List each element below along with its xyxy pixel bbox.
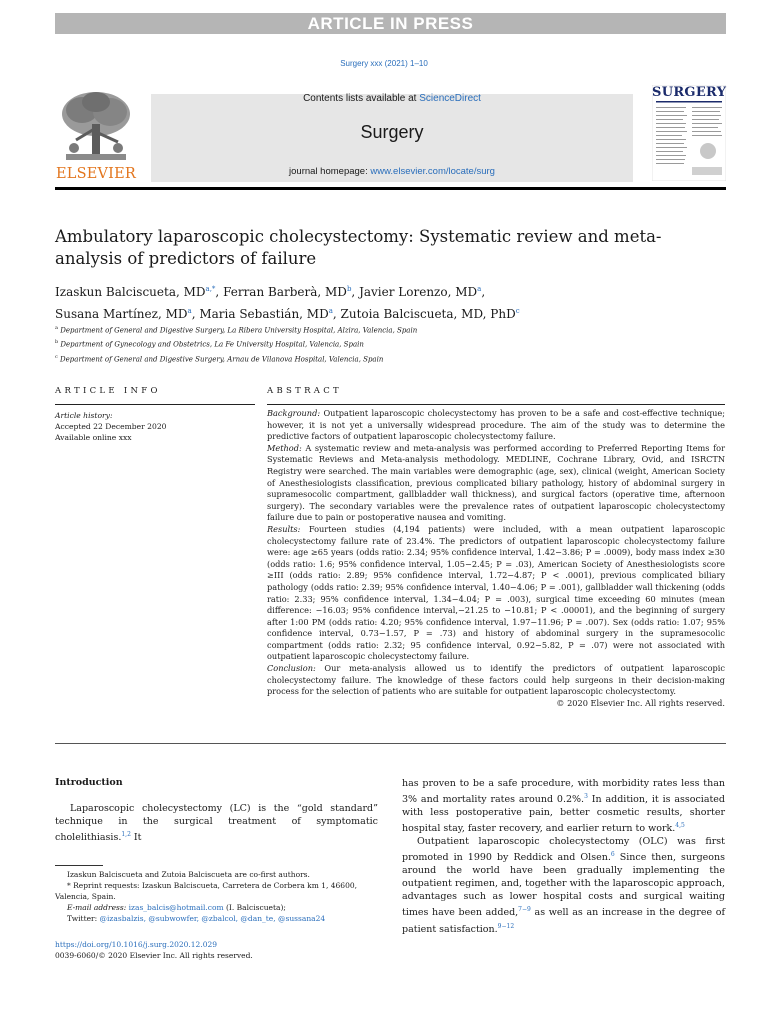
article-info-rule bbox=[55, 404, 255, 405]
abstract-copyright: © 2020 Elsevier Inc. All rights reserved. bbox=[556, 697, 725, 708]
twitter-handles[interactable]: @izasbalzis, @subwowfer, @zbalcol, @dan_te, @sussana24 bbox=[99, 914, 326, 923]
abstract-heading: ABSTRACT bbox=[267, 386, 342, 396]
conclusion-label: Conclusion: bbox=[267, 663, 316, 674]
results-text: Fourteen studies (4,194 patients) were included, with a mean outpatient laparoscopic cholecystectomy failure rate of 23.4%. The predictors of outpatient laparoscopic cholecystectomy failure were: age ≥65 years (odds ratio: 2.34; 95% confidence interval, 1.42−3.86; P = .0009), body mass index ≥30 (odds ratio: 1.6; 95% confidence interval, 1.05−2.45; P = .03), American Society of Anesthesiologists score ≥III (odds ratio: 2.89; 95% confidence interval, 1.72−4.87; P < .0001), previous complicated biliary pathology (odds ratio: 2.39; 95% confidence interval, 1.40−4.06; P = .001), gallbladder wall thickening (odds ratio: 2.33; 95% confidence interval, 1.34−4.04; P = .003), surgical time exceeding 60 minutes (mean difference: −16.03; 95% confidence interval,−21.25 to −10.81; P < .00001), and the beginning of surgery after 1:00 PM (odds ratio: 4.20; 95% confidence interval, 1.97−11.96; P = .007). Sex (odds ratio: 1.07; 95% confidence interval, 0.73−1.57, P = .73) and history of abdominal surgery in the supramesocolic compartment (odds ratio: 2.32; 95 confidence interval, 0.92−5.82, P = .07) were not associated with outpatient laparoscopic cholecystectomy failure. bbox=[267, 523, 725, 662]
affiliation-list bbox=[55, 322, 725, 365]
abstract-conclusion bbox=[267, 663, 725, 698]
affiliation bbox=[55, 336, 725, 350]
publisher-name: ELSEVIER bbox=[55, 166, 137, 182]
journal-citation-link[interactable]: Surgery xxx (2021) 1–10 bbox=[340, 59, 428, 68]
affiliation-key: a bbox=[55, 325, 58, 331]
article-info-heading: ARTICLE INFO bbox=[55, 386, 161, 396]
email-link[interactable]: izas_balcis@hotmail.com bbox=[128, 903, 224, 912]
author-separator: , bbox=[191, 307, 200, 321]
journal-homepage-link[interactable]: www.elsevier.com/locate/surg bbox=[370, 166, 495, 177]
author-separator: , bbox=[351, 285, 360, 299]
results-label: Results: bbox=[267, 523, 301, 534]
email-footnote bbox=[55, 902, 380, 913]
abstract-method bbox=[267, 443, 725, 524]
article-in-press-banner: ARTICLE IN PRESS bbox=[55, 13, 726, 34]
intro-paragraph bbox=[402, 777, 725, 835]
author-affiliation-marker[interactable]: a bbox=[328, 307, 333, 315]
reference-link[interactable]: 3 bbox=[584, 793, 588, 800]
abstract-body bbox=[267, 408, 725, 709]
intro-right-column bbox=[402, 777, 725, 936]
reprint-footnote: * Reprint requests: Izaskun Balciscueta, Carretera de Corbera km 1, 46600, Valencia, Spain. bbox=[55, 881, 358, 901]
author-affiliation-marker[interactable]: a bbox=[187, 307, 192, 315]
author[interactable]: Izaskun Balciscueta, MD bbox=[55, 285, 206, 299]
cover-journal-title: SURGERY bbox=[652, 85, 727, 100]
history-label: Article history: bbox=[55, 411, 113, 420]
reference-link[interactable]: 7−9 bbox=[518, 906, 531, 914]
author[interactable]: Susana Martínez, MD bbox=[55, 307, 188, 321]
issn-copyright: 0039-6060/© 2020 Elsevier Inc. All rights reserved. bbox=[55, 951, 253, 960]
footnotes bbox=[55, 869, 380, 924]
intro-text: Since then, surgeons around the world have been gradually implementing the outpatient regimen, and, together with the laparoscopic approach, advantages such as lower hospital costs and surgical waiting times have been added, bbox=[402, 852, 725, 919]
intro-text: as well as an increase in the degree of patient satisfaction. bbox=[402, 907, 725, 935]
author-separator: , bbox=[481, 285, 486, 299]
introduction-heading: Introduction bbox=[55, 777, 123, 788]
affiliation-text: Department of Gynecology and Obstetrics, La Fe University Hospital, Valencia, Spain bbox=[58, 340, 364, 349]
author-list bbox=[55, 280, 725, 324]
intro-text-tail: It bbox=[130, 832, 142, 844]
email-tail: (I. Balciscueta); bbox=[223, 903, 286, 912]
abstract-rule bbox=[267, 404, 725, 405]
journal-title: Surgery bbox=[360, 122, 424, 142]
intro-text: In addition, it is associated with less postoperative pain, better cosmetic results, shorter hospital stay, faster recovery, and earlier return to work. bbox=[402, 794, 726, 835]
author-affiliation-marker[interactable]: c bbox=[515, 307, 520, 315]
author[interactable]: Javier Lorenzo, MD bbox=[359, 285, 478, 299]
contents-prefix: Contents lists available at bbox=[303, 93, 420, 104]
doi-link[interactable]: https://doi.org/10.1016/j.surg.2020.12.029 bbox=[55, 940, 218, 949]
abstract-bottom-rule bbox=[55, 743, 726, 744]
author-separator: , bbox=[215, 285, 224, 299]
background-text: Outpatient laparoscopic cholecystectomy has proven to be a safe and cost-effective technique; however, it is not yet a universally widespread procedure. The aim of the study was to determine the predictive factors of outpatient laparoscopic cholecystectomy failure. bbox=[267, 408, 725, 442]
article-history bbox=[55, 410, 255, 443]
affiliation-key: b bbox=[55, 339, 59, 346]
header-rule bbox=[55, 187, 726, 190]
author-separator: , bbox=[332, 307, 341, 321]
sciencedirect-link[interactable]: ScienceDirect bbox=[419, 93, 481, 104]
affiliation-text: Department of General and Digestive Surgery, La Ribera University Hospital, Alzira, Valencia, Spain bbox=[57, 326, 418, 335]
online-date: Available online xxx bbox=[55, 433, 132, 442]
background-label: Background: bbox=[267, 408, 321, 418]
author[interactable]: Maria Sebastián, MD bbox=[199, 307, 329, 321]
reference-link[interactable]: 1,2 bbox=[121, 831, 131, 838]
homepage-prefix: journal homepage: bbox=[289, 166, 371, 177]
email-label: E-mail address: bbox=[67, 903, 129, 912]
contents-line bbox=[151, 94, 633, 104]
abstract-results bbox=[267, 524, 725, 663]
author[interactable]: Zutoia Balciscueta, MD, PhD bbox=[340, 307, 516, 321]
reference-link[interactable]: 9−12 bbox=[497, 922, 515, 930]
intro-text: has proven to be a safe procedure, with morbidity rates less than 3% and mortality rates around 0.2%. bbox=[402, 778, 725, 806]
twitter-label: Twitter: bbox=[67, 914, 100, 923]
affiliation-key: c bbox=[55, 353, 58, 360]
intro-paragraph bbox=[402, 835, 725, 935]
cofirst-footnote: Izaskun Balciscueta and Zutoia Balciscueta are co-first authors. bbox=[67, 870, 310, 879]
affiliation bbox=[55, 322, 725, 336]
footnote-rule bbox=[55, 865, 103, 866]
author-affiliation-marker[interactable]: a bbox=[477, 285, 482, 293]
doi-block bbox=[55, 939, 253, 961]
intro-paragraph bbox=[55, 802, 378, 844]
author-affiliation-marker[interactable]: a,* bbox=[205, 285, 216, 293]
intro-text: Laparoscopic cholecystectomy (LC) is the “gold standard” technique in the surgical treatment of symptomatic cholelithiasis. bbox=[55, 803, 378, 844]
reference-link[interactable]: 6 bbox=[610, 851, 615, 859]
reference-link[interactable]: 4,5 bbox=[675, 822, 685, 830]
homepage-line bbox=[151, 166, 633, 177]
author-affiliation-marker[interactable]: b bbox=[346, 285, 352, 293]
accepted-date: Accepted 22 December 2020 bbox=[55, 422, 167, 431]
abstract-background bbox=[267, 408, 725, 443]
article-title: Ambulatory laparoscopic cholecystectomy: Systematic review and meta-analysis of predictors of failure bbox=[55, 227, 662, 268]
affiliation-text: Department of General and Digestive Surgery, Arnau de Vilanova Hospital, Valencia, Spain bbox=[57, 354, 384, 363]
conclusion-text: Our meta-analysis allowed us to identify the predictors of outpatient laparoscopic cholecystectomy failure. The knowledge of these factors could help surgeons in their decision-making process for the selection of patients who are suitable for outpatient laparoscopic cholecystectomy. bbox=[267, 663, 725, 697]
affiliation bbox=[55, 351, 725, 365]
intro-text: Outpatient laparoscopic cholecystectomy (OLC) was first promoted in 1990 by Reddick and Olsen. bbox=[402, 836, 725, 864]
twitter-footnote bbox=[55, 913, 380, 924]
method-text: A systematic review and meta-analysis was performed according to Preferred Reporting Items for Systematic Reviews and Meta-analysis methodology. MEDLINE, Cochrane Library, Ovid, and ISRCTN Registry were searched. The main variables were demographic (age, sex), clinical (weight, American Society of Anesthesiologists classification, previous complicated biliary pathology, history of abdominal surgery in supramesocolic compartment, gallbladder wall thickness), and surgical factors (operative time, afternoon surgery). The secondary variables were the prevalence rates of outpatient laparoscopic cholecystectomy failure due to pain or postoperative nausea and vomiting. bbox=[267, 442, 725, 523]
method-label: Method: bbox=[267, 442, 302, 453]
author[interactable]: Ferran Barberà, MD bbox=[223, 285, 347, 299]
journal-masthead bbox=[151, 94, 633, 182]
